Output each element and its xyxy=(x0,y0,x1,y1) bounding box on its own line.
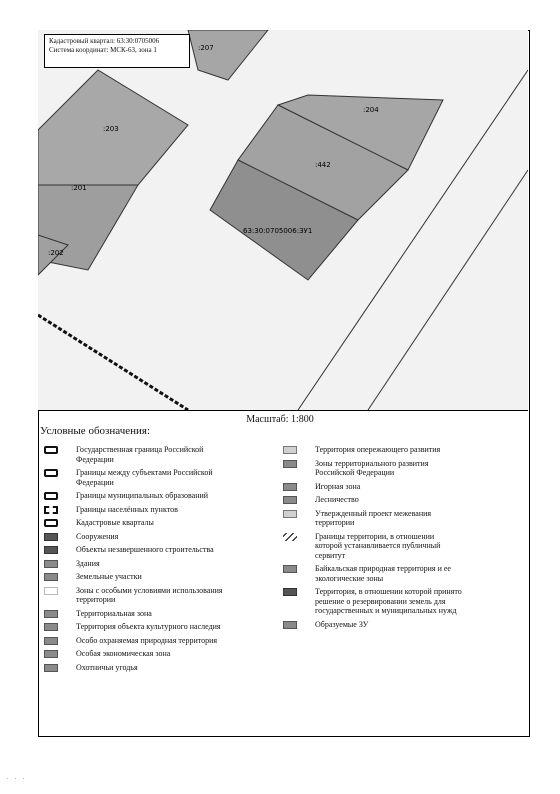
legend-item-label: Территория объекта культурного наследия xyxy=(76,622,221,631)
legend-item-label: Границы муниципальных образований xyxy=(76,491,209,500)
legend-item-label: Особо охраняемая природная территория xyxy=(76,635,218,645)
legend-item-label: Объекты незавершенного строительства xyxy=(76,545,214,554)
fill-icon xyxy=(44,623,58,631)
legend-item xyxy=(44,572,234,582)
border-line-icon xyxy=(44,492,58,500)
legend-item xyxy=(44,649,234,659)
legend-item-label: Сооружения xyxy=(76,531,119,541)
legend-item-label: Территория, в отношении которой принято решение о резервировании земель для государственных и муниципальных нужд xyxy=(315,587,462,615)
fill-icon xyxy=(44,560,58,568)
legend-item-label: Кадастровые кварталы xyxy=(76,518,154,527)
fill-icon xyxy=(44,573,58,581)
dark-fill-icon xyxy=(44,533,58,541)
legend-item xyxy=(283,564,463,583)
parcel-label-201: :201 xyxy=(71,184,87,192)
light-fill-icon xyxy=(283,446,297,454)
legend-item xyxy=(44,545,234,555)
legend-left-column xyxy=(44,445,234,676)
legend-item-label: Утвержденный проект межевания территории xyxy=(315,508,432,527)
legend-item xyxy=(283,459,463,478)
legend-item xyxy=(44,468,234,487)
legend-item-label: Охотничьи угодья xyxy=(76,662,138,672)
legend-item-label: Особая экономическая зона xyxy=(76,649,171,658)
legend-item xyxy=(44,636,234,646)
legend-item-label: Здания xyxy=(76,558,100,568)
scan-artifact-mark: · · · xyxy=(6,775,27,783)
legend-item xyxy=(44,532,234,542)
parcel-label-203: :203 xyxy=(103,125,119,133)
border-line-icon xyxy=(44,469,58,477)
fill-icon xyxy=(44,637,58,645)
parcel-label-442: :442 xyxy=(315,161,331,169)
legend-item xyxy=(283,532,463,561)
legend-item xyxy=(44,559,234,569)
legend-item xyxy=(283,509,463,528)
hatch-icon xyxy=(283,533,297,541)
legend-item-label: Территориальная зона xyxy=(76,608,152,618)
parcel-label-zu1: 63:30:0705006:ЗУ1 xyxy=(243,227,313,235)
legend-item xyxy=(44,586,234,605)
parcel-label-204: :204 xyxy=(363,106,379,114)
border-line-icon xyxy=(44,446,58,454)
fill-icon xyxy=(44,650,58,658)
scale-label: Масштаб: 1:800 xyxy=(246,414,314,425)
legend-item xyxy=(283,445,463,455)
legend-item-label: Территория опережающего развития xyxy=(315,445,441,454)
light-fill-icon xyxy=(283,510,297,518)
parcel-label-207: :207 xyxy=(198,44,214,52)
legend-item-label: Границы между субъектами Российской Федерации xyxy=(76,468,213,487)
legend-title: Условные обозначения: xyxy=(40,425,151,437)
legend-item xyxy=(44,518,234,528)
dark-fill-icon xyxy=(44,546,58,554)
legend-item xyxy=(44,663,234,673)
map-info-box xyxy=(44,34,190,68)
legend-item xyxy=(283,482,463,492)
legend-item-label: Зоны территориального развития Российской Федерации xyxy=(315,458,429,477)
fill-icon xyxy=(283,565,297,573)
fill-icon xyxy=(283,496,297,504)
fill-icon xyxy=(283,460,297,468)
legend-item xyxy=(283,620,463,630)
dark-fill-icon xyxy=(283,588,297,596)
info-quarter: Кадастровый квартал: 63:30:0705006 xyxy=(49,37,160,45)
legend-item-label: Образуемые ЗУ xyxy=(315,619,369,629)
legend-item xyxy=(283,495,463,505)
legend-right-column xyxy=(283,445,463,633)
white-fill-icon xyxy=(44,587,58,595)
legend-item xyxy=(44,622,234,632)
legend-item-label: Государственная граница Российской Федерации xyxy=(76,445,204,464)
fill-icon xyxy=(283,621,297,629)
legend-item xyxy=(44,505,234,515)
border-line-icon xyxy=(44,519,58,527)
cadastral-map[interactable] xyxy=(38,30,528,411)
legend-item xyxy=(44,491,234,501)
legend-item-label: Лесничество xyxy=(315,495,359,504)
parcel-label-202: :202 xyxy=(48,249,64,257)
legend-item xyxy=(44,445,234,464)
info-coordinate-system: Система координат: МСК-63, зона 1 xyxy=(49,46,157,54)
dashed-border-icon xyxy=(44,506,58,514)
legend-item xyxy=(283,587,463,616)
legend-item-label: Зоны с особыми условиями использования территории xyxy=(76,585,223,604)
legend-item-label: Границы населённых пунктов xyxy=(76,504,178,514)
legend-item-label: Игорная зона xyxy=(315,481,361,491)
legend-item xyxy=(44,609,234,619)
fill-icon xyxy=(283,483,297,491)
legend-item-label: Границы территории, в отношении которой устанавливается публичный сервитут xyxy=(315,531,441,560)
legend-item-label: Байкальская природная территория и ее экологические зоны xyxy=(315,564,451,583)
fill-icon xyxy=(44,664,58,672)
legend-item-label: Земельные участки xyxy=(76,572,142,581)
fill-icon xyxy=(44,610,58,618)
